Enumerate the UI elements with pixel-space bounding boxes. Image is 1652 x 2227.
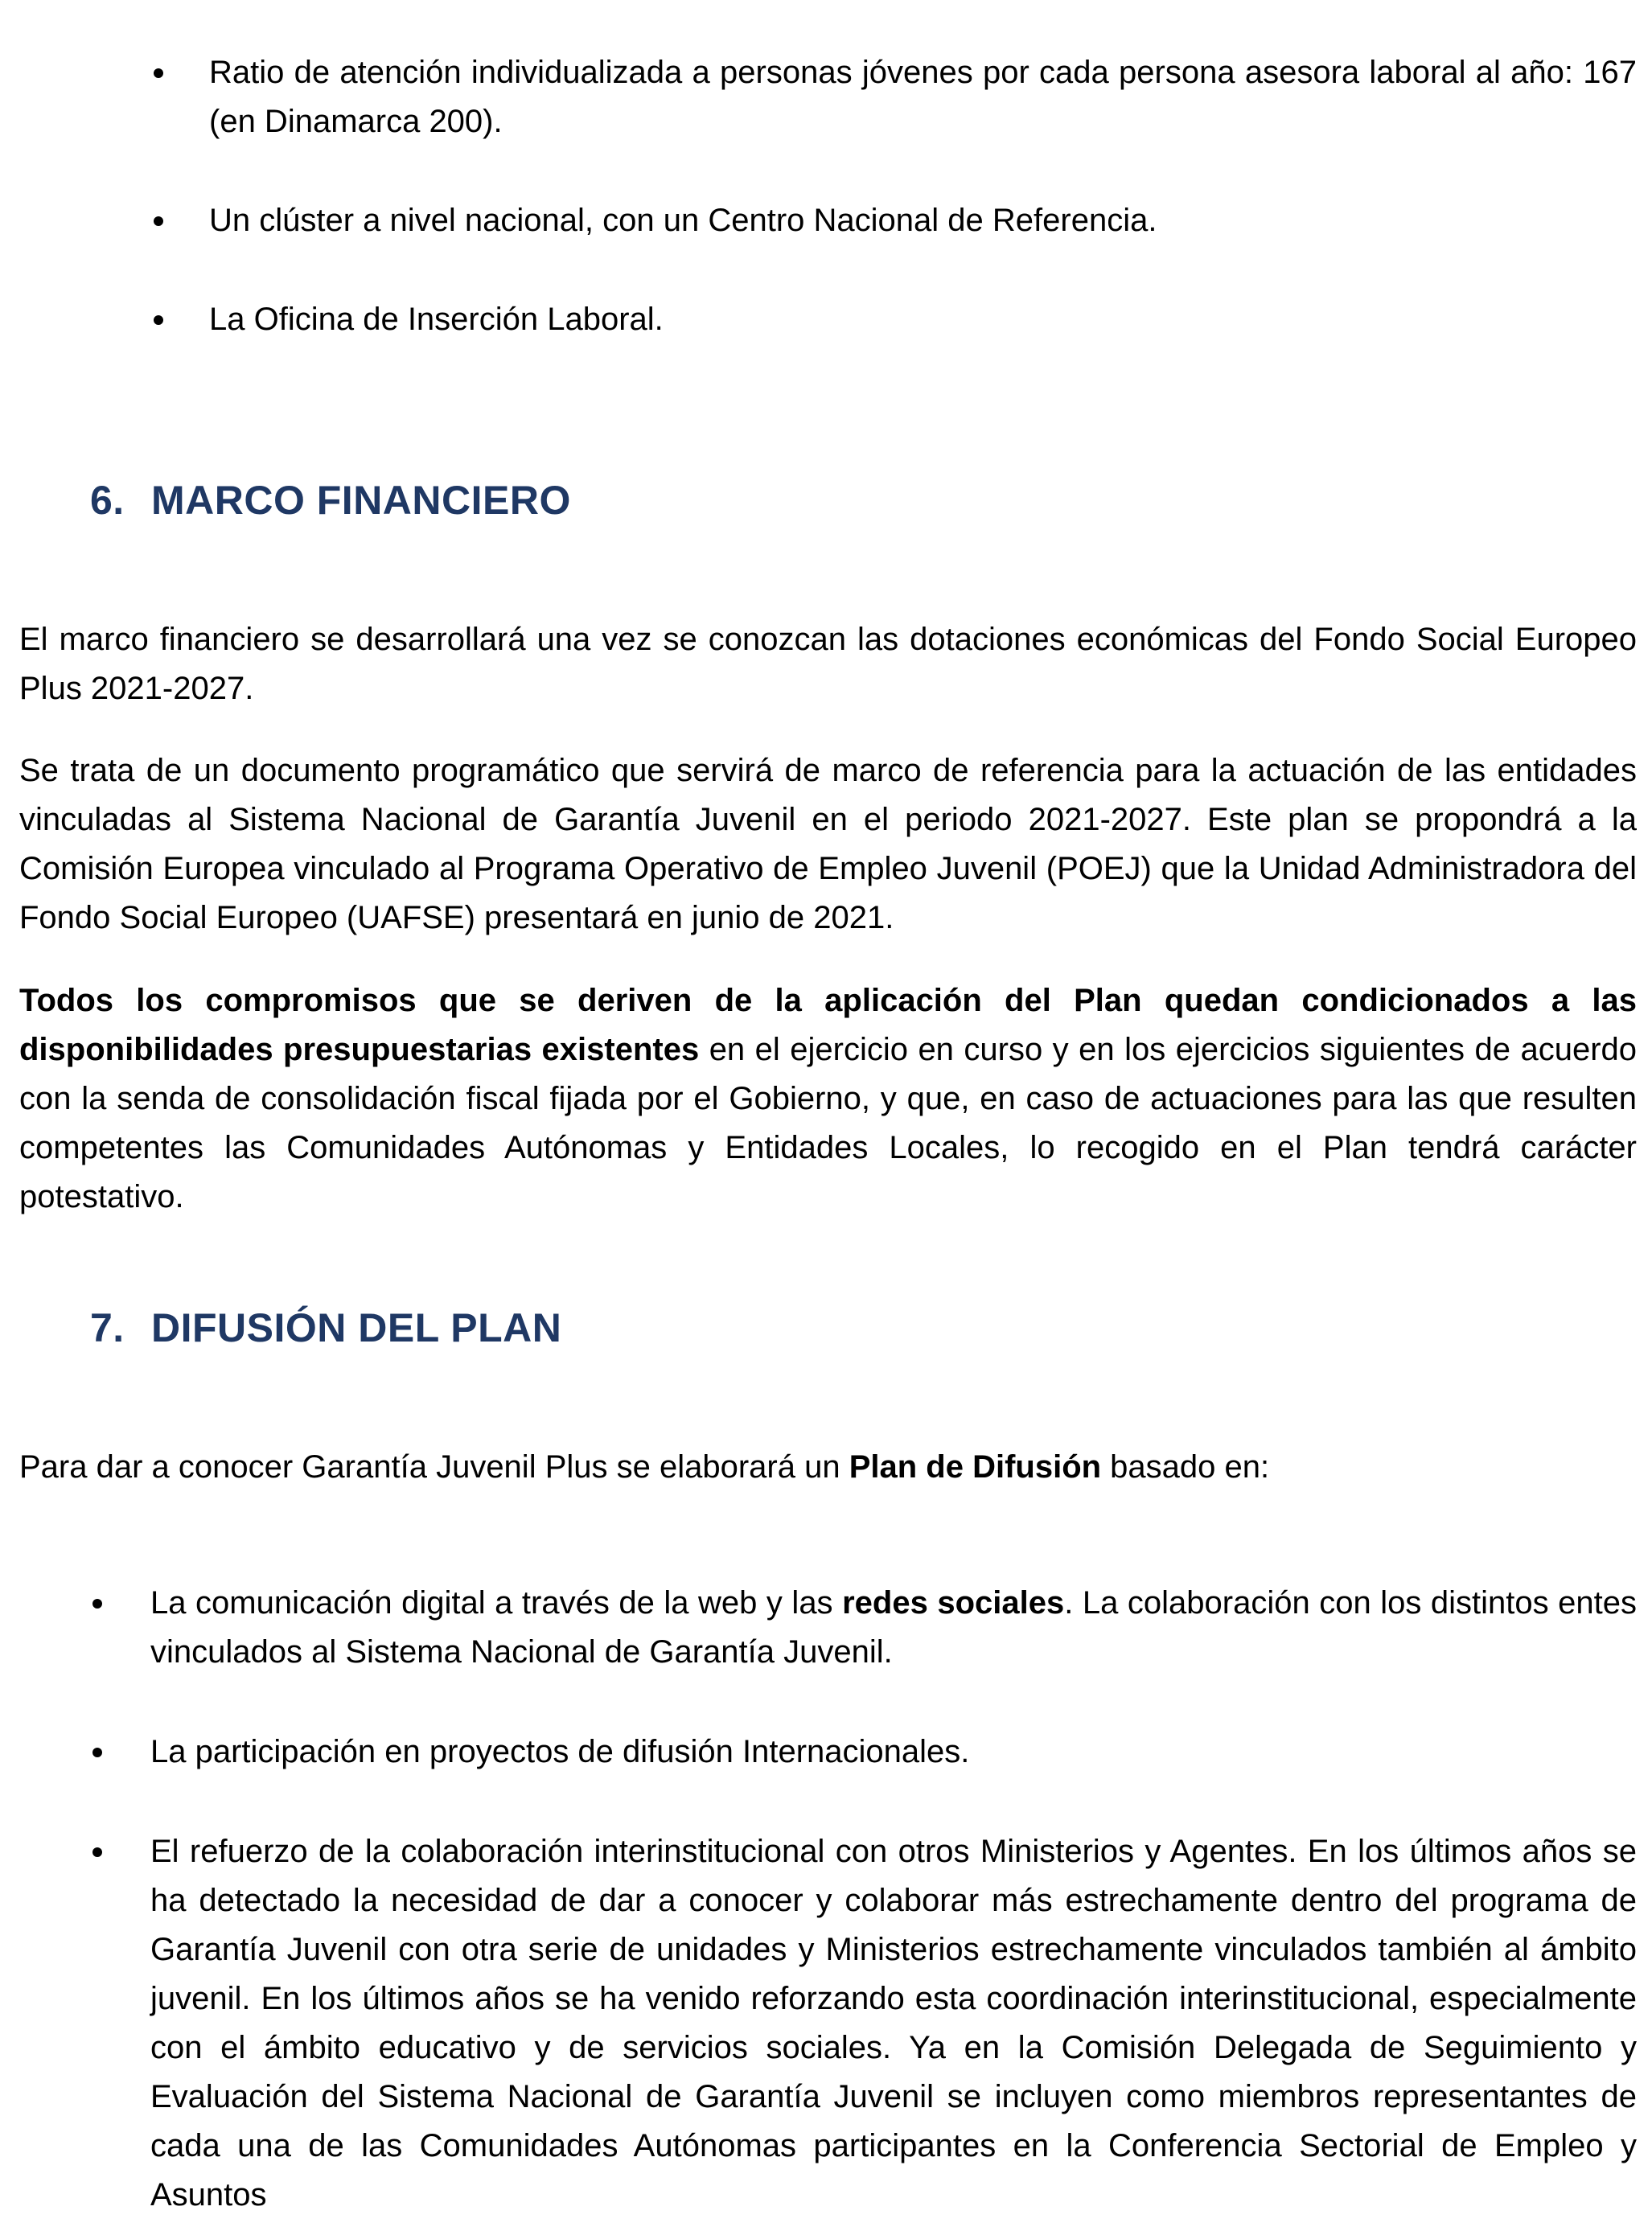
bold-text: redes sociales (842, 1585, 1065, 1621)
bullet-icon (92, 1748, 102, 1757)
section-heading (90, 476, 571, 524)
bold-text: Todos los compromisos que se deriven de la aplicación del Plan quedan condicionados a las disponibilidades presupuestarias existentes (19, 983, 1637, 1067)
list-item-text (150, 1579, 1637, 1677)
section-title: DIFUSIÓN DEL PLAN (151, 1305, 562, 1350)
paragraph-text: en el ejercicio en curso y en los ejercicios siguientes de acuerdo con la senda de consolidación fiscal fijada por el Gobierno, y que, en caso de actuaciones para las que resulten competentes las Comunidades Autónomas y Entidades Locales, lo recogido en el Plan tendrá carácter potestativo. (19, 1032, 1638, 1214)
list-item-text: Un clúster a nivel nacional, con un Centro Nacional de Referencia. (209, 203, 1157, 238)
paragraph: El marco financiero se desarrollará una vez se conozcan las dotaciones económicas del Fondo Social Europeo Plus 2021-2027. (19, 622, 1637, 706)
section-heading (90, 1304, 561, 1352)
bullet-icon (92, 1847, 102, 1857)
list-item-text: La participación en proyectos de difusión Internacionales. (150, 1734, 970, 1769)
bullet-icon (154, 68, 163, 78)
bullet-icon (154, 315, 163, 325)
bold-text: Plan de Difusión (849, 1449, 1102, 1485)
bullet-icon (92, 1599, 102, 1609)
paragraph: Se trata de un documento programático que servirá de marco de referencia para la actuación de las entidades vinculadas al Sistema Nacional de Garantía Juvenil en el periodo 2021-2027. Este plan se propondrá a la Comisión Europea vinculado al Programa Operativo de Empleo Juvenil (POEJ) que la Unidad Administradora del Fondo Social Europeo (UAFSE) presentará en junio de 2021. (19, 753, 1637, 935)
list-item-text: El refuerzo de la colaboración interinstitucional con otros Ministerios y Agentes. En los últimos años se ha detectado la necesidad de dar a conocer y colaborar más estrechamente dentro del programa de Garantía Juvenil con otra serie de unidades y Ministerios estrechamente vinculados también al ámbito juvenil. En los últimos años se ha venido reforzando esta coordinación interinstitucional, especialmente con el ámbito educativo y de servicios sociales. Ya en la Comisión Delegada de Seguimiento y Evaluación del Sistema Nacional de Garantía Juvenil se incluyen como miembros representantes de cada una de las Comunidades Autónomas participantes en la Conferencia Sectorial de Empleo y Asuntos (150, 1834, 1637, 2213)
paragraph (19, 1443, 1637, 1492)
paragraph-text: Para dar a conocer Garantía Juvenil Plus se elaborará un (19, 1449, 849, 1485)
list-item-text: Ratio de atención individualizada a personas jóvenes por cada persona asesora laboral al año: 167 (en Dinamarca 200). (209, 55, 1637, 139)
list-item-text: La Oficina de Inserción Laboral. (209, 302, 664, 337)
section-title: MARCO FINANCIERO (151, 478, 571, 523)
list-item-text-part: La comunicación digital a través de la web y las (150, 1585, 843, 1621)
paragraph-text: basado en: (1101, 1449, 1270, 1485)
list-item-text-part: . La colaboración con los distintos entes vinculados al Sistema Nacional de Garantía Juvenil. (150, 1585, 1637, 1670)
bullet-icon (154, 216, 163, 226)
section-number: 7. (90, 1305, 125, 1350)
section-number: 6. (90, 478, 125, 523)
paragraph (19, 976, 1637, 1222)
